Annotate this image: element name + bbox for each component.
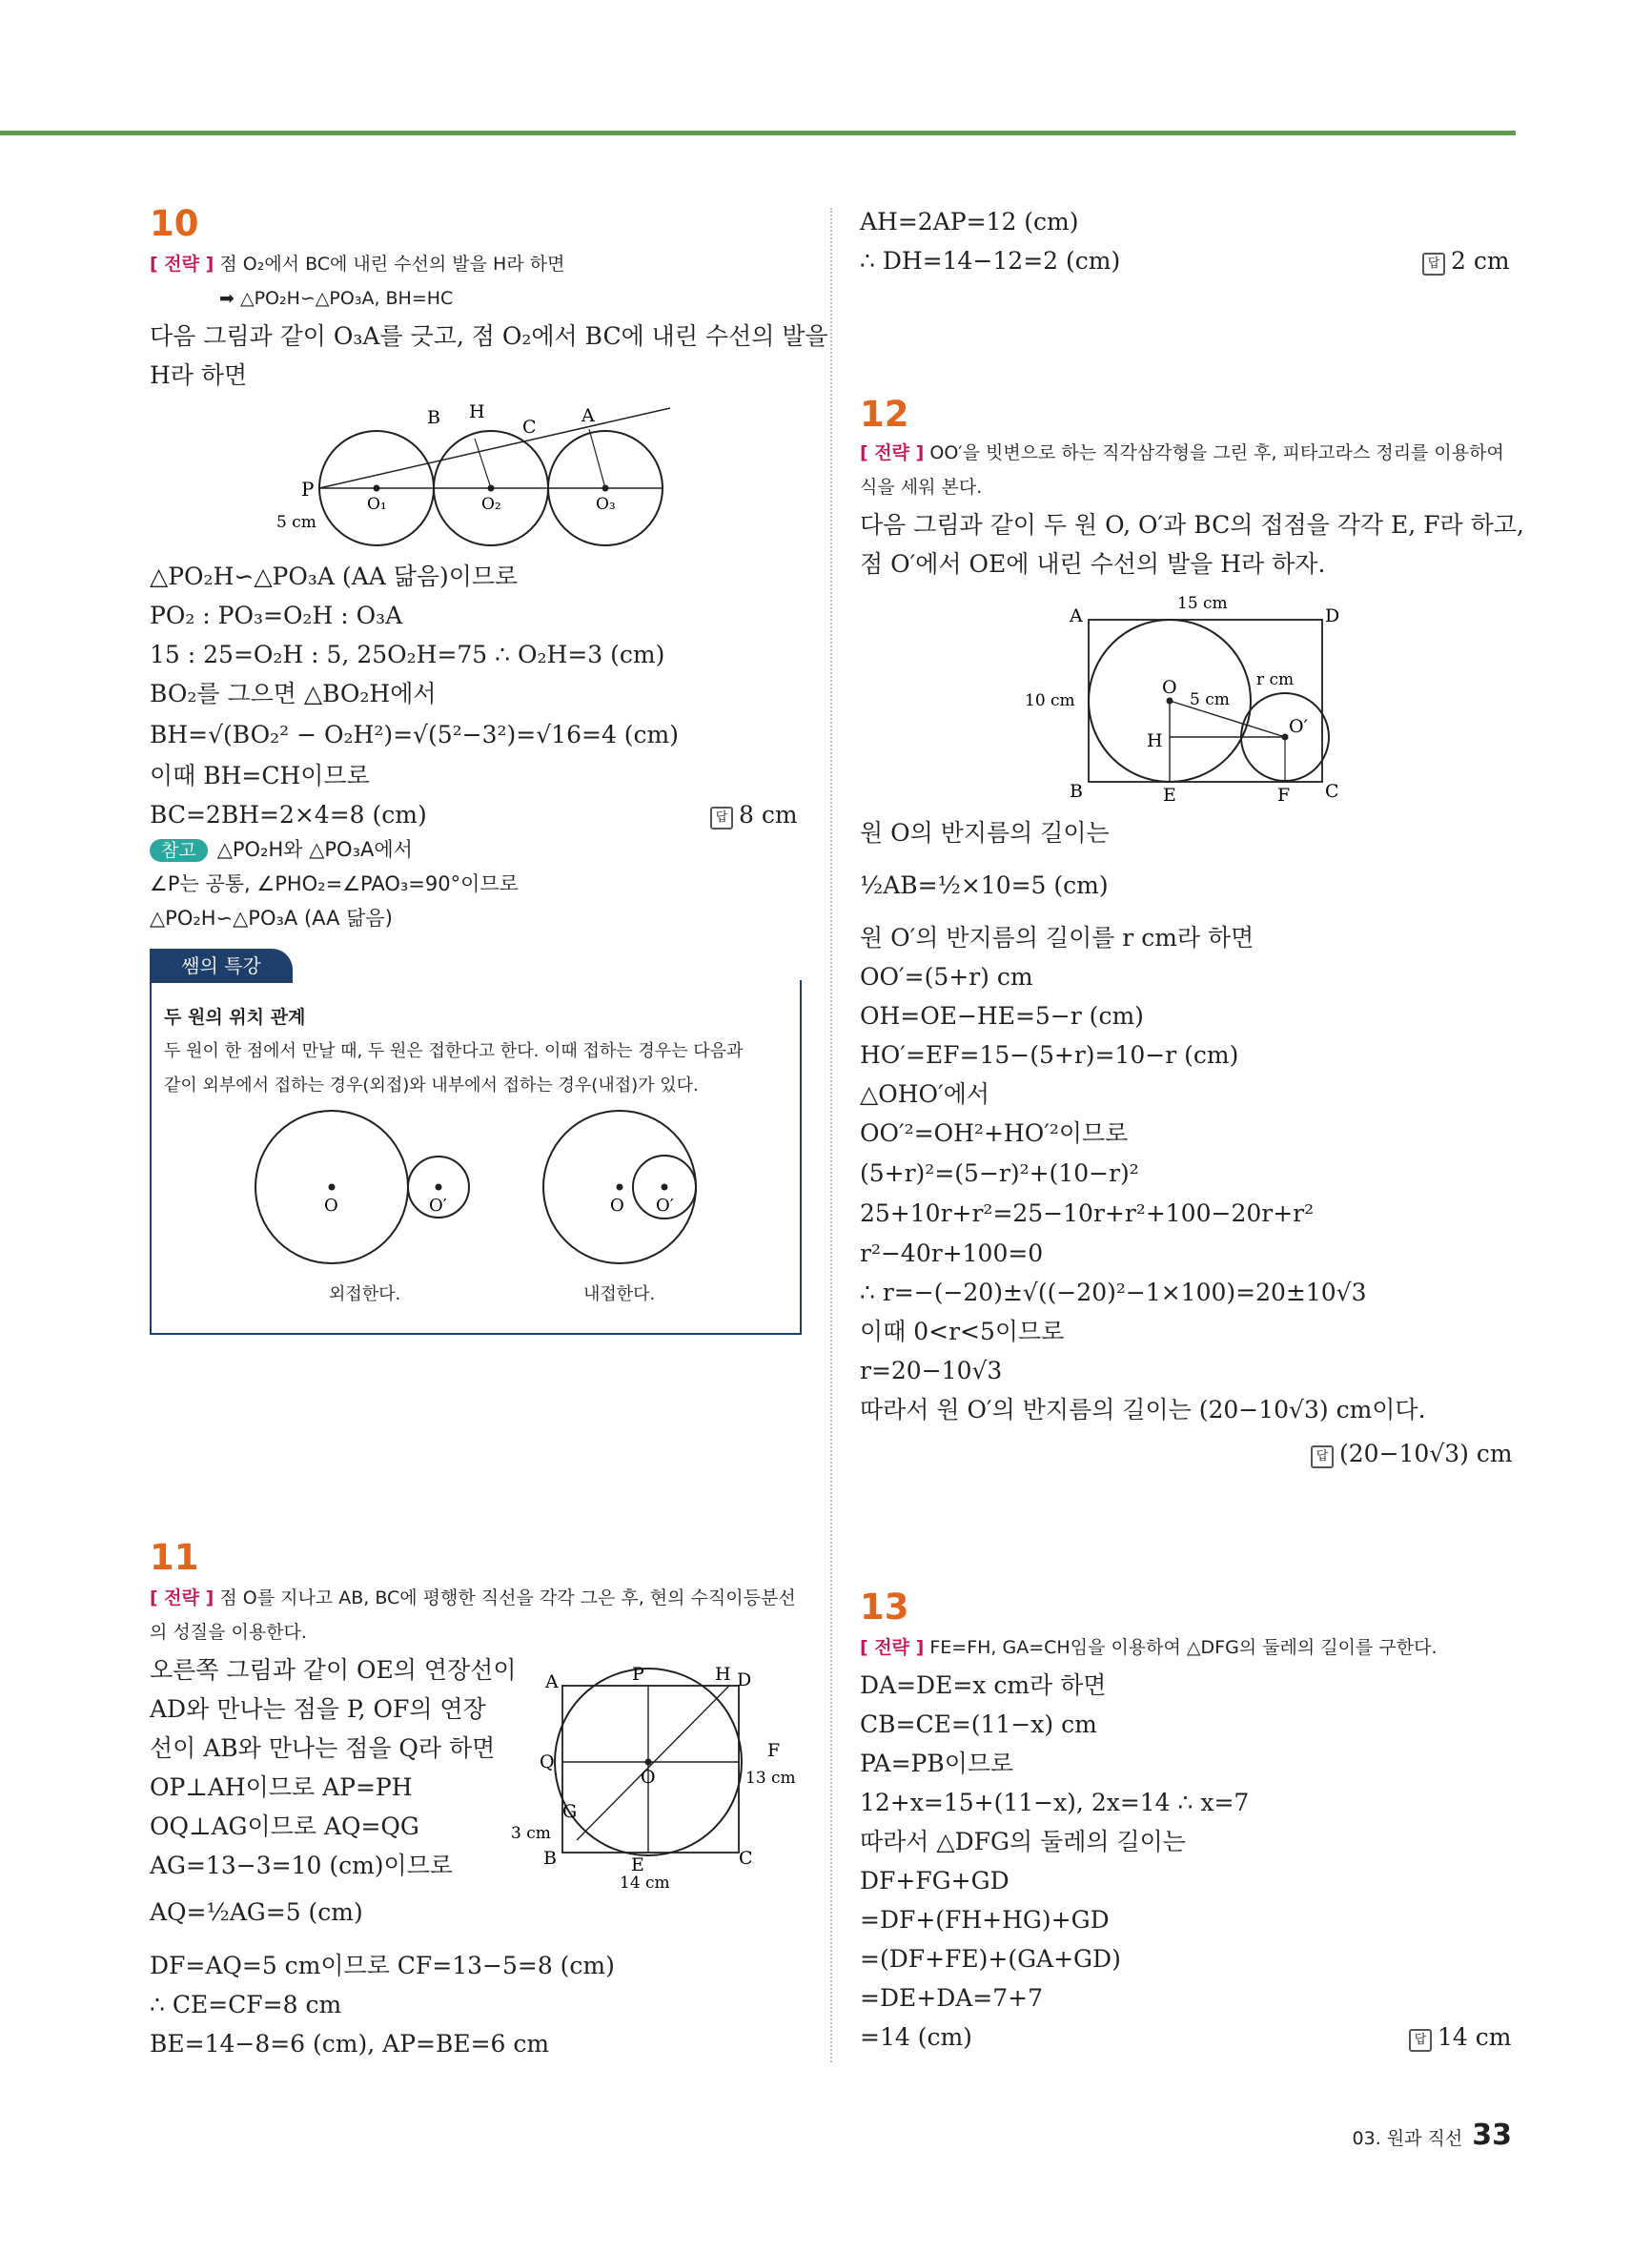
label-5cm: 5 cm [1190, 690, 1230, 709]
strategy-text: 의 성질을 이용한다. [150, 1622, 307, 1643]
label-c: C [739, 1848, 753, 1869]
reference-text: △PO₂H와 △PO₃A에서 [216, 838, 413, 861]
label-b: B [1070, 781, 1083, 802]
answer-value: 14 cm [1438, 2023, 1512, 2051]
label-o-prime: O′ [656, 1196, 674, 1216]
solution-line: ∴ CE=CF=8 cm [150, 1991, 342, 2018]
solution-line: BH=√(BO₂² − O₂H²)=√(5²−3²)=√16=4 (cm) [150, 721, 680, 748]
solution-line: 다음 그림과 같이 두 원 O, O′과 BC의 접점을 각각 E, F라 하고, [860, 511, 1524, 539]
figure-three-circles [267, 400, 686, 553]
label-width: 15 cm [1177, 594, 1228, 613]
label-h: H [715, 1664, 731, 1685]
strategy-text: 점 O를 지나고 AB, BC에 평행한 직선을 각각 그은 후, 현의 수직이등분선 [219, 1587, 796, 1608]
label-h: H [469, 401, 485, 422]
tip-text: 두 원이 한 점에서 만날 때, 두 원은 접한다고 한다. 이때 접하는 경우는 다음과 [164, 1041, 744, 1061]
label-f: F [1277, 785, 1291, 806]
header-rule [0, 131, 1516, 135]
solution-line: r=20−10√3 [860, 1357, 1003, 1384]
solution-line: 원 O′의 반지름의 길이를 r cm라 하면 [860, 924, 1254, 952]
label-c: C [522, 417, 537, 438]
answer-value: 2 cm [1451, 247, 1510, 275]
solution-line: PO₂ : PO₃=O₂H : O₃A [150, 602, 403, 629]
strategy-label: [ 전략 ] [150, 254, 214, 275]
tip-title: 두 원의 위치 관계 [164, 1007, 306, 1028]
reference-line [150, 833, 413, 867]
label-width: 14 cm [620, 1874, 670, 1893]
strategy-text: OO′을 빗변으로 하는 직각삼각형을 그린 후, 피타고라스 정리를 이용하여 [929, 442, 1504, 463]
solution-line: (5+r)²=(5−r)²+(10−r)² [860, 1159, 1139, 1187]
label-height: 10 cm [1025, 691, 1075, 710]
label-o-prime: O′ [1289, 716, 1308, 737]
problem-number: 13 [860, 1587, 909, 1628]
label-o: O [1162, 677, 1177, 698]
column-divider [830, 208, 832, 2062]
tip-figure [248, 1106, 715, 1268]
answer-icon: 답 [710, 807, 733, 830]
reference-badge: 참고 [150, 839, 208, 862]
solution-line: AQ=½AG=5 (cm) [150, 1898, 363, 1926]
solution-line: AD와 만나는 점을 P, OF의 연장 [150, 1695, 486, 1723]
answer [710, 801, 798, 830]
label-height: 13 cm [745, 1769, 796, 1788]
solution-line: AH=2AP=12 (cm) [860, 208, 1079, 236]
solution-line: =DF+(FH+HG)+GD [860, 1906, 1110, 1934]
solution-line: ∴ r=−(−20)±√((−20)²−1×100)=20±10√3 [860, 1279, 1367, 1306]
solution-line: 이때 0<r<5이므로 [860, 1318, 1065, 1345]
answer-icon: 답 [1409, 2029, 1432, 2052]
label-o1: O₁ [367, 495, 387, 514]
solution-line: △OHO′에서 [860, 1080, 989, 1108]
tip-caption: 내접한다. [583, 1284, 656, 1304]
solution-line: 15 : 25=O₂H : 5, 25O₂H=75 ∴ O₂H=3 (cm) [150, 641, 665, 668]
solution-line: DF=AQ=5 cm이므로 CF=13−5=8 (cm) [150, 1952, 615, 1979]
tip-text: 같이 외부에서 접하는 경우(외접)와 내부에서 접하는 경우(내접)가 있다. [164, 1075, 699, 1096]
solution-line: 원 O의 반지름의 길이는 [860, 819, 1110, 847]
label-p: P [632, 1664, 644, 1685]
page-footer [1353, 2119, 1512, 2152]
strategy [860, 1630, 1438, 1665]
solution-line: BC=2BH=2×4=8 (cm) [150, 801, 427, 829]
chapter-label: 03. 원과 직선 [1352, 2128, 1463, 2149]
solution-line: 오른쪽 그림과 같이 OE의 연장선이 [150, 1656, 517, 1684]
label-h: H [1147, 730, 1163, 751]
answer-value: 8 cm [739, 801, 798, 829]
label-o: O [610, 1196, 624, 1216]
reference-text: △PO₂H∽△PO₃A (AA 닮음) [150, 907, 393, 930]
problem-number: 12 [860, 394, 909, 435]
label-o: O [324, 1196, 338, 1216]
problem-number: 11 [150, 1537, 199, 1578]
solution-line: ½AB=½×10=5 (cm) [860, 871, 1109, 899]
solution-line: H라 하면 [150, 361, 248, 389]
solution-line: =14 (cm) [860, 2023, 972, 2051]
strategy-text: FE=FH, GA=CH임을 이용하여 △DFG의 둘레의 길이를 구한다. [929, 1637, 1438, 1658]
tip-caption: 외접한다. [329, 1284, 401, 1304]
label-o3: O₃ [596, 495, 616, 514]
strategy-label: [ 전략 ] [150, 1587, 214, 1608]
answer [1311, 1440, 1513, 1468]
page-number: 33 [1472, 2119, 1512, 2152]
label-c: C [1325, 781, 1339, 802]
solution-line: 25+10r+r²=25−10r+r²+100−20r+r² [860, 1199, 1315, 1227]
solution-line: r²−40r+100=0 [860, 1239, 1044, 1267]
problem-number: 10 [150, 203, 199, 244]
strategy-label: [ 전략 ] [860, 442, 925, 463]
figure-rectangle-circles [1020, 589, 1363, 809]
solution-line: 다음 그림과 같이 O₃A를 긋고, 점 O₂에서 BC에 내린 수선의 발을 [150, 322, 828, 350]
strategy [150, 247, 564, 281]
solution-line: △PO₂H∽△PO₃A (AA 닮음)이므로 [150, 563, 519, 590]
solution-line: 따라서 원 O′의 반지름의 길이는 (20−10√3) cm이다. [860, 1396, 1426, 1423]
label-r: r cm [1256, 670, 1295, 689]
solution-line: BO₂를 그으면 △BO₂H에서 [150, 680, 437, 707]
strategy-text: ➡ △PO₂H∽△PO₃A, BH=HC [219, 288, 454, 309]
solution-line: OQ⊥AG이므로 AQ=QG [150, 1813, 419, 1840]
solution-line: ∴ DH=14−12=2 (cm) [860, 247, 1121, 275]
label-q: Q [540, 1751, 555, 1772]
strategy [860, 436, 1504, 470]
figure-circle-square [505, 1659, 810, 1897]
solution-line: CB=CE=(11−x) cm [860, 1710, 1097, 1738]
solution-line: DF+FG+GD [860, 1867, 1010, 1895]
label-o2: O₂ [481, 495, 501, 514]
tip-tab: 쌤의 특강 [150, 949, 293, 983]
label-radius: 5 cm [276, 513, 316, 532]
strategy-text: 식을 세워 본다. [860, 477, 983, 498]
solution-line: =(DF+FE)+(GA+GD) [860, 1945, 1121, 1973]
solution-line: 따라서 △DFG의 둘레의 길이는 [860, 1828, 1186, 1855]
strategy-label: [ 전략 ] [860, 1637, 925, 1658]
label-e: E [631, 1854, 644, 1875]
answer [1409, 2023, 1511, 2052]
label-3cm: 3 cm [511, 1824, 551, 1843]
label-p: P [301, 478, 315, 501]
reference-text: ∠P는 공통, ∠PHO₂=∠PAO₃=90°이므로 [150, 872, 519, 895]
solution-line: DA=DE=x cm라 하면 [860, 1671, 1107, 1699]
label-a: A [1070, 605, 1083, 626]
label-e: E [1163, 785, 1176, 806]
solution-line: OO′=(5+r) cm [860, 963, 1033, 991]
solution-line: PA=PB이므로 [860, 1750, 1014, 1777]
solution-line: =DE+DA=7+7 [860, 1984, 1043, 2012]
answer-value: (20−10√3) cm [1339, 1440, 1513, 1467]
answer-icon: 답 [1311, 1445, 1334, 1468]
label-o: O [641, 1767, 656, 1788]
solution-line: 이때 BH=CH이므로 [150, 762, 370, 789]
label-a: A [581, 405, 595, 426]
strategy-text: 점 O₂에서 BC에 내린 수선의 발을 H라 하면 [219, 254, 565, 275]
answer [1422, 247, 1510, 276]
solution-line: OP⊥AH이므로 AP=PH [150, 1773, 413, 1801]
solution-line: 12+x=15+(11−x), 2x=14 ∴ x=7 [860, 1789, 1250, 1816]
label-b: B [543, 1848, 557, 1869]
solution-line: BE=14−8=6 (cm), AP=BE=6 cm [150, 2030, 550, 2058]
label-d: D [1325, 605, 1340, 626]
label-b: B [427, 407, 440, 428]
solution-line: 점 O′에서 OE에 내린 수선의 발을 H라 하자. [860, 550, 1326, 578]
solution-line: OH=OE−HE=5−r (cm) [860, 1002, 1144, 1030]
strategy [150, 1581, 796, 1615]
solution-line: HO′=EF=15−(5+r)=10−r (cm) [860, 1041, 1239, 1069]
answer-icon: 답 [1422, 253, 1445, 276]
label-g: G [562, 1801, 578, 1822]
label-a: A [545, 1671, 559, 1692]
label-f: F [767, 1740, 781, 1761]
solution-line: OO′²=OH²+HO′²이므로 [860, 1119, 1129, 1147]
label-o-prime: O′ [429, 1196, 447, 1216]
label-d: D [737, 1669, 752, 1690]
solution-line: AG=13−3=10 (cm)이므로 [150, 1852, 454, 1879]
solution-line: 선이 AB와 만나는 점을 Q라 하면 [150, 1734, 496, 1762]
